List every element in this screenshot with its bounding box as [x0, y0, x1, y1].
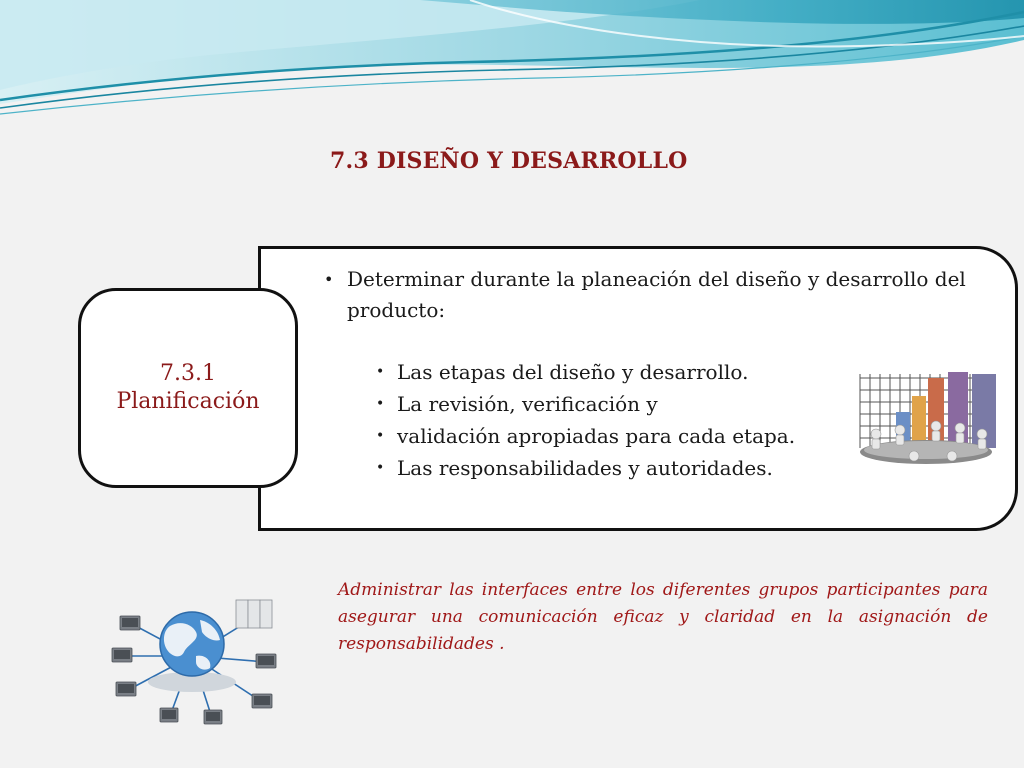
list-item-text: Las responsabilidades y autoridades.	[397, 456, 773, 480]
wave-header-decoration	[0, 0, 1024, 130]
main-bullet	[324, 264, 1004, 326]
list-item	[374, 452, 844, 484]
list-item	[374, 388, 844, 420]
bar-chart-meeting-illustration-icon	[856, 368, 1002, 468]
globe-network-illustration-icon	[100, 590, 284, 736]
list-item	[374, 420, 844, 452]
list-item	[374, 356, 844, 388]
main-bullet-text: Determinar durante la planeación del diseño y desarrollo del producto:	[347, 267, 966, 322]
section-label-box	[78, 288, 298, 488]
sub-bullet-list	[374, 356, 844, 484]
bullet-dot: •	[376, 396, 385, 412]
section-number: 7.3.1	[160, 361, 216, 386]
bullet-dot: •	[376, 364, 385, 380]
bullet-dot: •	[376, 460, 385, 476]
bullet-dot: •	[324, 270, 334, 289]
list-item-text: validación apropiadas para cada etapa.	[397, 424, 796, 448]
list-item-text: La revisión, verificación y	[397, 392, 658, 416]
section-name: Planificación	[116, 389, 260, 414]
slide-title: 7.3 DISEÑO Y DESARROLLO	[330, 148, 688, 174]
bullet-dot: •	[376, 428, 385, 444]
list-item-text: Las etapas del diseño y desarrollo.	[397, 360, 749, 384]
interfaces-note: Administrar las interfaces entre los diferentes grupos participantes para asegurar una comunicación eficaz y claridad en la asignación de responsabilidades .	[338, 580, 988, 654]
